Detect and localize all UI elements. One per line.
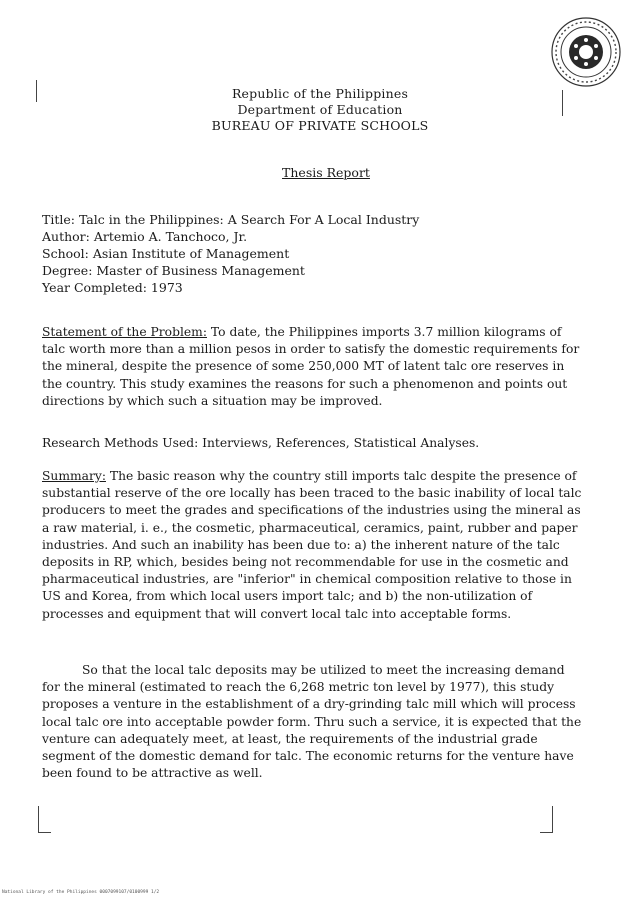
meta-school: School: Asian Institute of Management (42, 246, 290, 261)
conclusion-text: So that the local talc deposits may be utilized to meet the increasing demand for the mineral (estimated to reach the 6,268 metric ton level by 1977), this study proposes a venture in the establishment of a dry-grinding talc mill which will process local talc ore into acceptable powder form. Thru such a service, it is expected that the venture can adequately meet, at least, the requirements of the industrial grade segment of the domestic demand for talc. The economic returns for the venture have been found to be attractive as well. (42, 663, 582, 781)
summary-text: The basic reason why the country still imports talc despite the presence of substantial reserve of the ore locally has been traced to the basic inability of local talc producers to meet the grades and specifications of the industries using the mineral as a raw material, i. e., the cosmetic, pharmaceutical, ceramics, paint, rubber and paper industries. And such an inability has been due to: a) the inherent nature of the talc deposits in RP, which, besides being not recommendable for use in the cosmetic and pharmaceutical industries, are "inferior" in chemical composition relative to those in US and Korea, from which local users import talc; and b) the non-utilization of processes and equipment that will convert local talc into acceptable forms. (42, 469, 582, 621)
scan-footer: National Library of the Philippines 0007099107/0100999 1/2 (2, 890, 160, 895)
institution-seal (548, 14, 624, 90)
corner-mark-bottom-right (540, 806, 553, 833)
corner-mark-top-right (552, 90, 563, 116)
thesis-metadata (42, 211, 602, 296)
corner-mark-bottom-left (38, 806, 51, 833)
document-header (150, 86, 490, 134)
header-republic: Republic of the Philippines (231, 86, 409, 101)
conclusion-paragraph (42, 662, 582, 782)
summary-paragraph (42, 468, 582, 623)
problem-text: To date, the Philippines imports 3.7 million kilograms of talc worth more than a million pesos in order to satisfy the domestic requirements for the mineral, despite the presence of some 250,000 MT of latent talc ore reserves in the country. This study examines the reasons for such a phenomenon and points out directions by which such a situation may be improved. (42, 325, 580, 408)
meta-year: Year Completed: 1973 (42, 280, 183, 295)
problem-label: Statement of the Problem: (42, 325, 207, 339)
meta-title: Title: Talc in the Philippines: A Search For A Local Industry (42, 212, 420, 227)
report-title: Thesis Report (282, 165, 370, 180)
meta-degree: Degree: Master of Business Management (42, 263, 305, 278)
meta-author: Author: Artemio A. Tanchoco, Jr. (42, 229, 248, 244)
header-bureau: BUREAU OF PRIVATE SCHOOLS (211, 118, 429, 133)
header-department: Department of Education (237, 102, 403, 117)
research-methods: Research Methods Used: Interviews, References, Statistical Analyses. (42, 436, 480, 450)
problem-statement (42, 324, 582, 410)
corner-mark-top-left (36, 80, 47, 102)
summary-label: Summary: (42, 469, 106, 483)
